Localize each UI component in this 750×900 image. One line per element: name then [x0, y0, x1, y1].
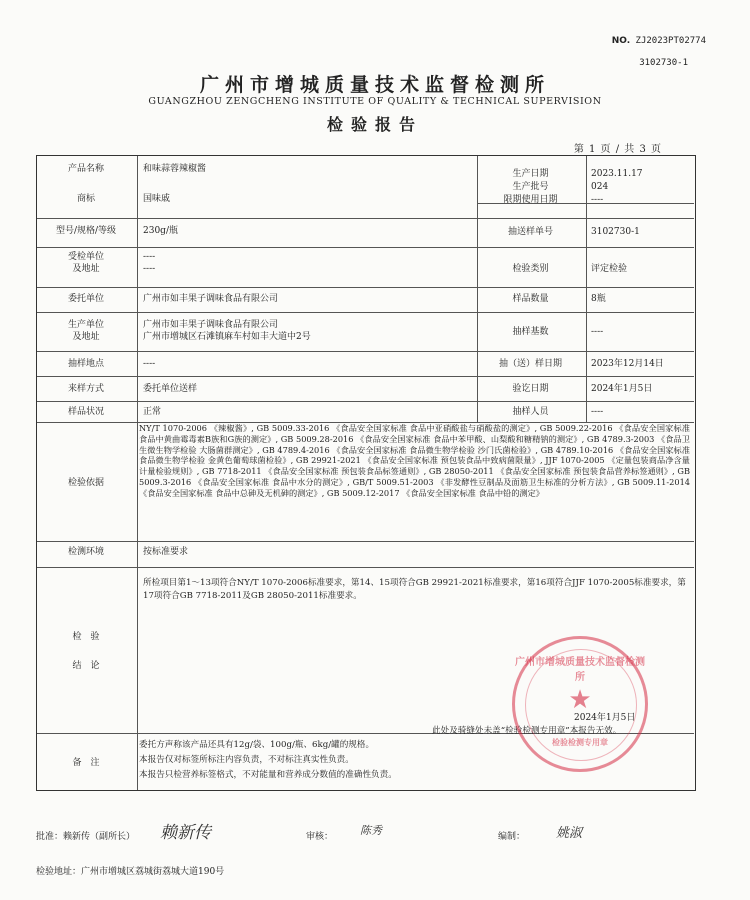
review-signature: 陈秀 — [360, 824, 382, 837]
prod-date-label: 生产日期 — [512, 169, 549, 179]
remarks-label: 备 注 — [72, 758, 100, 768]
institute-title-en: GUANGZHOU ZENGCHENG INSTITUTE OF QUALITY & TECHNICAL SUPERVISION — [148, 96, 602, 107]
inspected-label: 受检单位 及地址 — [67, 252, 104, 274]
method: 委托单位送样 — [143, 384, 198, 394]
sample-date: 2023年12月14日 — [591, 359, 664, 369]
sample-qty: 8瓶 — [591, 294, 606, 304]
environment: 按标准要求 — [143, 547, 189, 557]
inspection-type: 评定检验 — [591, 264, 628, 274]
state-label: 样品状况 — [67, 407, 104, 417]
sample-no: 3102730-1 — [591, 227, 640, 237]
official-seal — [512, 636, 648, 772]
institute-title: 广州市增城质量技术监督检测所 — [199, 74, 550, 96]
seal-subtext: 检验检测专用章 — [552, 737, 608, 747]
sample-no-label: 抽送样单号 — [507, 227, 553, 237]
client-label: 委托单位 — [67, 294, 104, 304]
star-icon: ★ — [568, 685, 592, 715]
site-label: 抽样地点 — [67, 359, 104, 369]
conclusion: 所检项目第1～13项符合NY/T 1070-2006标准要求，第14、15项符合GB 29921-2021标准要求，第16项符合JJF 1070-2005标准要求，第17项符合GB 7718-2011及GB 28050-2011标准要求。 — [143, 578, 686, 601]
product-name-label: 产品名称 — [67, 164, 104, 174]
conclusion-note: 此处及骑缝处未盖“检验检测专用章”本报告无效。 — [432, 726, 622, 736]
expiry-label: 限期使用日期 — [503, 195, 558, 205]
complete-label: 验讫日期 — [512, 384, 549, 394]
product-name: 和味蒜蓉辣椒酱 — [143, 164, 207, 174]
method-label: 来样方式 — [67, 384, 104, 394]
approve-signature: 赖新传 — [160, 823, 211, 843]
review-label: 审核： — [306, 832, 334, 842]
client: 广州市如丰果子调味食品有限公司 — [143, 294, 279, 304]
prod-date: 2023.11.17 — [591, 169, 643, 179]
remark-line: 委托方声称该产品还具有12g/袋、100g/瓶、6kg/罐的规格。 — [139, 740, 375, 750]
conclusion-date: 2024年1月5日 — [574, 713, 636, 723]
inspected-unit: ---- ---- — [143, 252, 156, 274]
trademark-label: 商标 — [76, 194, 95, 204]
complete-date: 2024年1月5日 — [591, 384, 653, 394]
sampling-base: ---- — [591, 327, 604, 337]
approve-label: 批准：赖新传（副所长） — [36, 832, 136, 842]
page-info: 第 1 页 / 共 3 页 — [573, 144, 662, 155]
report-number: NO. ZJ2023PT02774 — [611, 36, 706, 46]
conclusion-label-1: 检 验 — [72, 632, 100, 642]
trademark: 国味戚 — [143, 194, 171, 204]
edit-label: 编制： — [498, 832, 526, 842]
seal-text: 广州市增城质量技术监督检测所 — [515, 657, 645, 683]
batch-label: 生产批号 — [512, 182, 549, 192]
producer-label: 生产单位 及地址 — [67, 320, 104, 342]
model-label: 型号/规格/等级 — [55, 226, 117, 236]
report-id: 3102730-1 — [639, 58, 688, 68]
qty-label: 样品数量 — [512, 294, 549, 304]
type-label: 检验类别 — [512, 264, 549, 274]
inspection-basis: NY/T 1070-2006 《辣椒酱》, GB 5009.33-2016 《食品安全国家标准 食品中亚硝酸盐与硝酸盐的测定》, GB 5009.22-2016 《食品安全国家标准 食品中黄曲霉毒素B族和G族的测定》, GB 5009.28-2016 《食品安全国家标准 食品中苯甲酸、山梨酸和糖精钠的测定》, GB 4789.3-2003 《食品卫生微生物学检验 大肠菌群测定》, GB 4789.4-2016 《食品安全国家标准 食品微生物学检验 沙门氏菌检验》, GB 4789.10-2016 《食品安全国家标准 食品微生物学检验 金黄色葡萄球菌检验》, GB 29921-2021 《食品安全国家标准 预包装食品中致病菌限量》, JJF 1070-2005 《定量包装商品净含量计量检验规则》, GB 7718-2011 《食品安全国家标准 预包装食品标签通则》, GB 28050-2011 《食品安全国家标准 预包装食品营养标签通则》, GB 5009.3-2016 《食品安全国家标准 食品中水分的测定》, GB/T 5009.51-2003 《非发酵性豆制品及面筋卫生标准的分析方法》, GB 5009.11-2014 《食品安全国家标准 食品中总砷及无机砷的测定》, GB 5009.12-2017 《食品安全国家标准 食品中铅的测定》 — [139, 423, 690, 498]
site: ---- — [143, 359, 156, 369]
batch: 024 — [591, 182, 609, 192]
producer: 广州市如丰果子调味食品有限公司 广州市增城区石滩镇麻车村如丰大道中2号 — [143, 320, 311, 342]
env-label: 检测环境 — [67, 547, 104, 557]
expiry: ---- — [591, 195, 604, 205]
remark-line: 本报告仅对标签所标注内容负责，不对标注真实性负责。 — [139, 755, 354, 765]
report-title: 检验报告 — [326, 115, 423, 134]
base-label: 抽样基数 — [512, 327, 549, 337]
state: 正常 — [143, 407, 162, 417]
edit-signature: 姚淑 — [556, 826, 583, 841]
sample-date-label: 抽（送）样日期 — [498, 359, 562, 369]
sampler-label: 抽样人员 — [512, 407, 549, 417]
sampler: ---- — [591, 407, 604, 417]
model: 230g/瓶 — [143, 226, 178, 236]
remark-line: 本报告只检营养标签格式，不对能量和营养成分数值的准确性负责。 — [139, 770, 397, 780]
basis-label: 检验依据 — [67, 478, 104, 488]
conclusion-label-2: 结 论 — [72, 661, 100, 671]
footer-address: 检验地址：广州市增城区荔城街荔城大道190号 — [36, 867, 225, 877]
